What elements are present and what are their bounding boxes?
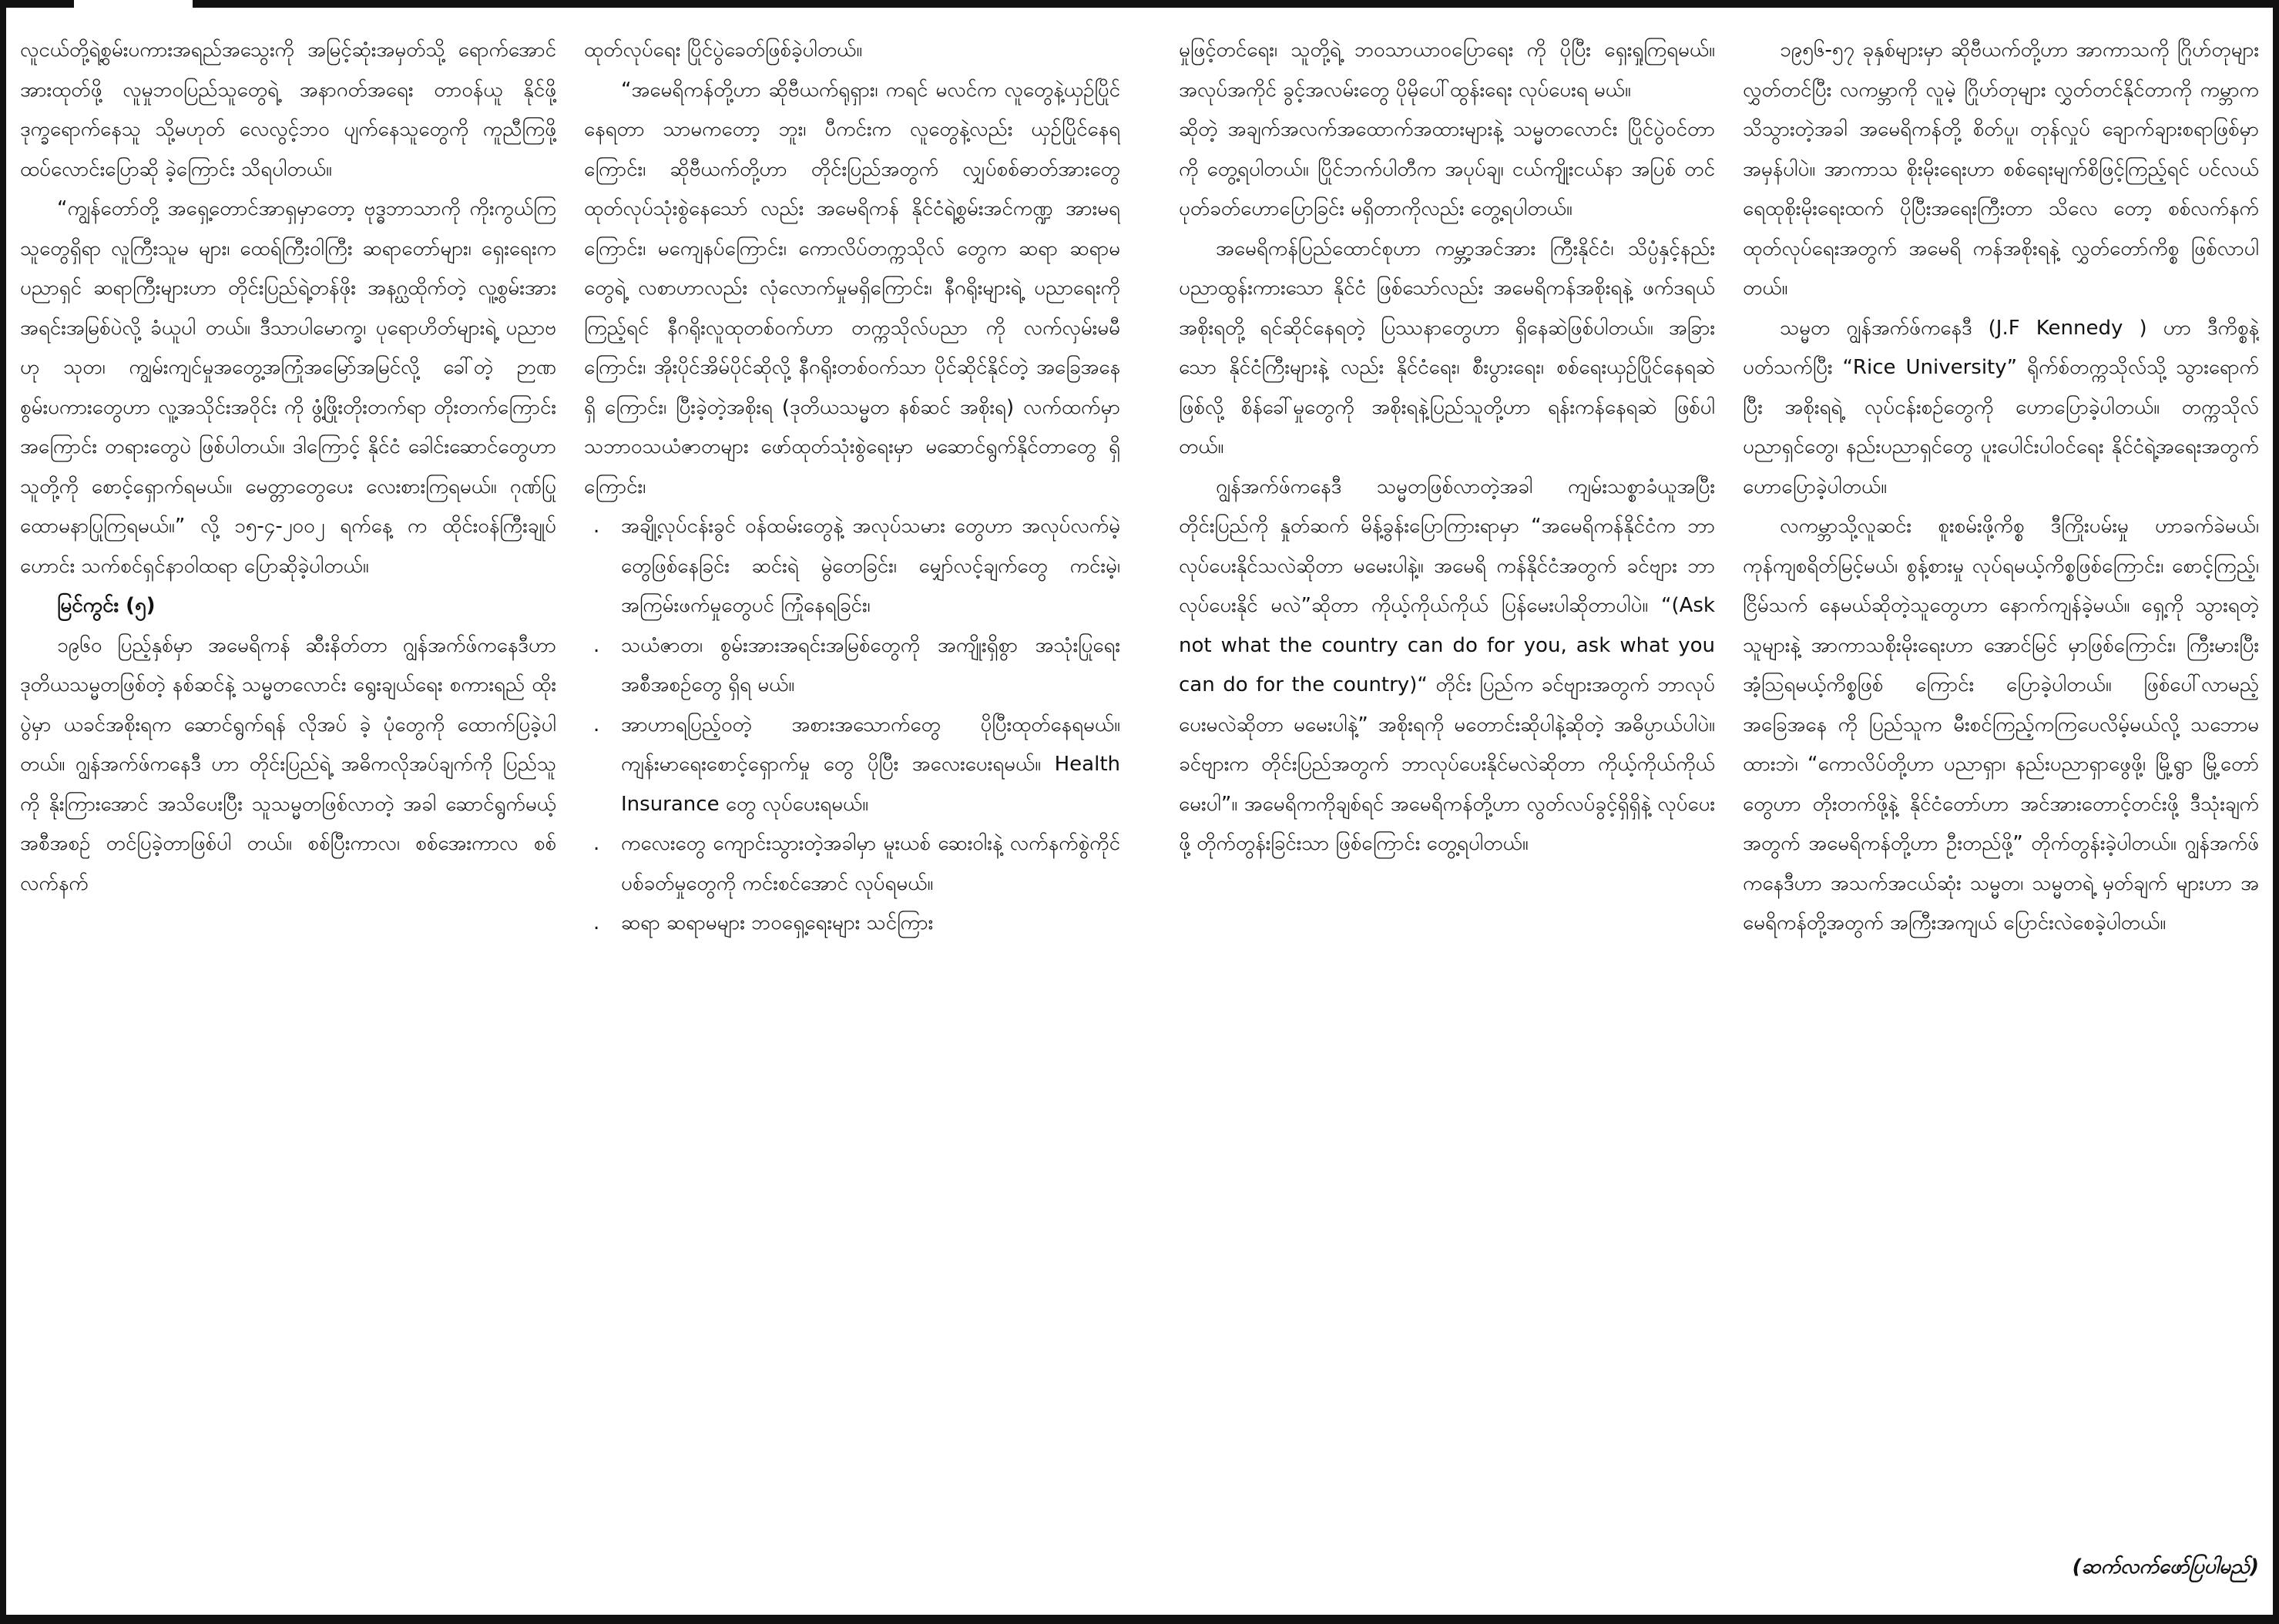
bottom-border [0, 1615, 2279, 1624]
paragraph: ဂျွန်အက်ဖ်ကနေဒီ သမ္မတဖြစ်လာတဲ့အခါ ကျမ်းသစ္စာခံယူအပြီး တိုင်းပြည်ကို နှုတ်ဆက် မိန့်ခွန်းပြောကြားရာမှာ “အမေရိကန်နိုင်ငံက ဘာလုပ်ပေးနိုင်သလဲဆိုတာ မမေးပါနဲ့။ အမေရိ ကန်နိုင်ငံအတွက် ခင်ဗျား ဘာလုပ်ပေးနိုင် မလဲ”ဆိုတာ ကိုယ့်ကိုယ်ကိုယ် ပြန်မေးပါဆိုတာပါပဲ။ “(Ask not what the country can do for you, ask what you can do for the country)“ တိုင်း ပြည်က ခင်ဗျားအတွက် ဘာလုပ်ပေးမလဲဆိုတာ မမေးပါနဲ့” အစိုးရကို မတောင်းဆိုပါနဲ့ဆိုတဲ့ အဓိပ္ပာယ်ပါပဲ။ ခင်ဗျားက တိုင်းပြည်အတွက် ဘာလုပ်ပေးနိုင်မလဲဆိုတာ ကိုယ့်ကိုယ်ကိုယ် မေးပါ”။ အမေရိကကိုချစ်ရင် အမေရိကန်တို့ဟာ လွတ်လပ်ခွင့်ရှိရှိနဲ့ လုပ်ပေးဖို့ တိုက်တွန်းခြင်းသာ ဖြစ်ကြောင်း တွေ့ရပါတယ်။ [1179, 475, 1715, 855]
section-heading: မြင်ကွင်း (၅) [57, 594, 156, 617]
top-border-left [0, 0, 74, 8]
paragraph: “အမေရိကန်တို့ဟာ ဆိုဗီယက်ရုရှား၊ ကရင် မလင်က လူတွေနဲ့ယှဉ်ပြိုင်နေရတာ သာမကတော့ ဘူး၊ ပီကင်းက လူတွေနဲ့လည်း ယှဉ်ပြိုင်နေရ ကြောင်း၊ ဆိုဗီယက်တို့ဟာ တိုင်းပြည်အတွက် လျှပ်စစ်ဓာတ်အားတွေ ထုတ်လုပ်သုံးစွဲနေသော် လည်း အမေရိကန် နိုင်ငံရဲ့စွမ်းအင်ကဏ္ဍ အားမရ ကြောင်း၊ မကျေနပ်ကြောင်း၊ ကောလိပ်တက္ကသိုလ် တွေက ဆရာ ဆရာမတွေရဲ့ လစာဟာလည်း လုံလောက်မှုမရှိကြောင်း၊ နီဂရိုးများရဲ့ ပညာရေးကို ကြည့်ရင် နီဂရိုးလူထုတစ်ဝက်ဟာ တက္ကသိုလ်ပညာ ကို လက်လှမ်းမမီကြောင်း၊ အိုးပိုင်အိမ်ပိုင်ဆိုလို့ နီဂရိုးတစ်ဝက်သာ ပိုင်ဆိုင်နိုင်တဲ့ အခြေအနေရှိ ကြောင်း၊ ပြီးခဲ့တဲ့အစိုးရ (ဒုတိယသမ္မတ နစ်ဆင် အစိုးရ) လက်ထက်မှာ သဘာဝသယံဇာတများ ဖော်ထုတ်သုံးစွဲရေးမှာ မဆောင်ရွက်နိုင်တာတွေ ရှိကြောင်း၊ [584, 78, 1120, 498]
paragraph: အမေရိကန်ပြည်ထောင်စုဟာ ကမ္ဘာ့အင်အား ကြီးနိုင်ငံ၊ သိပ္ပံနှင့်နည်းပညာထွန်းကားသော နိုင်ငံ ဖြစ်သော်လည်း အမေရိကန်အစိုးရနဲ့ ဖက်ဒရယ် အစိုးရတို့ ရင်ဆိုင်နေရတဲ့ ပြဿနာတွေဟာ ရှိနေဆဲဖြစ်ပါတယ်။ အခြားသော နိုင်ငံကြီးများနဲ့ လည်း နိုင်ငံရေး၊ စီးပွားရေး၊ စစ်ရေးယှဉ်ပြိုင်နေရဆဲ ဖြစ်လို့ စိန်ခေါ်မှုတွေကို အစိုးရနဲ့ပြည်သူတို့ဟာ ရန်းကန်နေရဆဲ ဖြစ်ပါတယ်။ [1179, 237, 1715, 458]
paragraph: ၁၉၆၀ ပြည့်နှစ်မှာ အမေရိကန် ဆီးနိတ်တာ ဂျွန်အက်ဖ်ကနေဒီဟာ ဒုတိယသမ္မတဖြစ်တဲ့ နစ်ဆင်နဲ့ သမ္မတလောင်း ရွေးချယ်ရေး စကားရည် ထိုးပွဲမှာ ယခင်အစိုးရက ဆောင်ရွက်ရန် လိုအပ် ခဲ့ ပုံတွေကို ထောက်ပြခဲ့ပါတယ်။ ဂျွန်အက်ဖ်ကနေဒီ ဟာ တိုင်းပြည်ရဲ့ အဓိကလိုအပ်ချက်ကို ပြည်သူကို နိုးကြားအောင် အသိပေးပြီး သူသမ္မတဖြစ်လာတဲ့ အခါ ဆောင်ရွက်မယ့်အစီအစဉ် တင်ပြခဲ့တာဖြစ်ပါ တယ်။ စစ်ပြီးကာလ၊ စစ်အေးကာလ စစ်လက်နက် [20, 633, 556, 895]
paragraph: သမ္မတ ဂျွန်အက်ဖ်ကနေဒီ (J.F Kennedy ) ဟာ ဒီကိစ္စနဲ့ ပတ်သက်ပြီး “Rice University” ရိုက်စ်တက္ကသိုလ်သို့ သွားရောက်ပြီး အစိုးရရဲ့ လုပ်ငန်းစဉ်တွေကို ဟောပြောခဲ့ပါတယ်။ တက္ကသိုလ် ပညာရှင်တွေ၊ နည်းပညာရှင်တွေ ပူးပေါင်းပါဝင်ရေး နိုင်ငံရဲ့အရေးအတွက် ဟောပြောခဲ့ပါတယ်။ [1743, 316, 2259, 498]
bullet-item: . အာဟာရပြည့်ဝတဲ့ အစားအသောက်တွေ ပိုပြီးထုတ်နေရမယ်။ ကျန်းမာရေးစောင့်ရှောက်မှု တွေ ပိုပြီး အလေးပေးရမယ်။ Health Insurance တွေ လုပ်ပေးရမယ်။ [621, 706, 1120, 825]
article-column-2 [584, 31, 1120, 1587]
top-border-right [193, 0, 2279, 8]
paragraph: လကမ္ဘာသို့လူဆင်း စူးစမ်းဖို့ကိစ္စ ဒီကြိုးပမ်းမှု ဟာခက်ခဲမယ်၊ ကုန်ကျစရိတ်မြင့်မယ်၊ စွန့်စားမှု လုပ်ရမယ့်ကိစ္စဖြစ်ကြောင်း၊ စောင့်ကြည့်၊ ငြိမ်သက် နေမယ်ဆိုတဲ့သူတွေဟာ နောက်ကျန်ခဲ့မယ်။ ရှေ့ကို သွားရတဲ့သူများနဲ့ အာကာသစိုးမိုးရေးဟာ အောင်မြင် မှာဖြစ်ကြောင်း၊ ကြီးမားပြီး အံ့ဩရမယ့်ကိစ္စဖြစ် ကြောင်း ပြောခဲ့ပါတယ်။ ဖြစ်ပေါ်လာမည့်အခြေအနေ ကို ပြည်သူက မီးစင်ကြည့်ကကြပေလိမ့်မယ်လို့ သဘောမထားဘဲ၊ “ကောလိပ်တို့ဟာ ပညာရှာ၊ နည်းပညာရှာဖွေဖို့၊ မြို့ရွာ မြို့တော်တွေဟာ တိုးတက်ဖို့နဲ့ နိုင်ငံတော်ဟာ အင်အားတောင့်တင်းဖို့ ဒီသုံးချက်အတွက် အမေရိကန်တို့ဟာ ဦးတည်ဖို့” တိုက်တွန်းခဲ့ပါတယ်။ ဂျွန်အက်ဖ် ကနေဒီဟာ အသက်အငယ်ဆုံး သမ္မတ၊ သမ္မတရဲ့ မှတ်ချက် များဟာ အမေရိကန်တို့အတွက် အကြီးအကျယ် ပြောင်းလဲစေခဲ့ပါတယ်။ [1743, 515, 2259, 934]
bullet-item: . သယံဇာတ၊ စွမ်းအားအရင်းအမြစ်တွေကို အကျိုးရှိစွာ အသုံးပြုရေးအစီအစဉ်တွေ ရှိရ မယ်။ [621, 626, 1120, 706]
paragraph: လူငယ်တို့ရဲ့စွမ်းပကားအရည်အသွေးကို အမြင့်ဆုံးအမှတ်သို့ ရောက်အောင်အားထုတ်ဖို့ လူမှုဘဝပြည်သူတွေရဲ့ အနာဂတ်အရေး တာဝန်ယူ နိုင်ဖို့ ဒုက္ခရောက်နေသူ သို့မဟုတ် လေလွင့်ဘဝ ပျက်နေသူတွေကို ကူညီကြဖို့ ထပ်လောင်းပြောဆို ခဲ့ကြောင်း သိရပါတယ်။ [20, 39, 556, 181]
bullet-item: . ကလေးတွေ ကျောင်းသွားတဲ့အခါမှာ မူးယစ် ဆေးဝါးနဲ့ လက်နက်စွဲကိုင် ပစ်ခတ်မှုတွေကို ကင်းစင်အောင် လုပ်ရမယ်။ [621, 824, 1120, 904]
article-column-3 [1179, 31, 1715, 1587]
bullet-list [584, 507, 1120, 944]
article-column-4 [1743, 31, 2259, 1587]
paragraph: ဆိုတဲ့ အချက်အလက်အထောက်အထားများနဲ့ သမ္မတလောင်း ပြိုင်ပွဲဝင်တာကို တွေ့ရပါတယ်။ ပြိုင်ဘက်ပါတီက အပုပ်ချ၊ ငယ်ကျိုးငယ်နာ အပြစ် တင် ပုတ်ခတ်ဟောပြောခြင်း မရှိတာကိုလည်း တွေ့ရပါတယ်။ [1179, 118, 1715, 220]
bullet-item: . အချို့လုပ်ငန်းခွင် ဝန်ထမ်းတွေနဲ့ အလုပ်သမား တွေဟာ အလုပ်လက်မဲ့တွေဖြစ်နေခြင်း ဆင်းရဲ မွဲတေခြင်း၊ မျှော်လင့်ချက်တွေ ကင်းမဲ့၊ အကြမ်းဖက်မှုတွေပင် ကြုံနေရခြင်း၊ [621, 507, 1120, 626]
left-border [0, 0, 6, 1624]
paragraph: “ကျွန်တော်တို့ အရှေ့တောင်အာရှမှာတော့ ဗုဒ္ဓဘာသာကို ကိုးကွယ်ကြသူတွေရှိရာ လူကြီးသူမ များ၊ ထေရ်ကြီးဝါကြီး ဆရာတော်များ၊ ရှေးရေးက ပညာရှင် ဆရာကြီးများဟာ တိုင်းပြည်ရဲ့တန်ဖိုး အနဂ္ဃထိုက်တဲ့ လူ့စွမ်းအားအရင်းအမြစ်ပဲလို့ ခံယူပါ တယ်။ ဒီသာပါမောက္ခ၊ ပုရောဟိတ်များရဲ့ ပညာဗဟု သုတ၊ ကျွမ်းကျင်မှုအတွေ့အကြုံအမြော်အမြင်လို့ ခေါ်တဲ့ ဉာဏစွမ်းပကားတွေဟာ လူ့အသိုင်းအဝိုင်း ကို ဖွံ့ဖြိုးတိုးတက်ရာ တိုးတက်ကြောင်း အကြောင်း တရားတွေပဲ ဖြစ်ပါတယ်။ ဒါကြောင့် နိုင်ငံ ခေါင်းဆောင်တွေဟာ သူတို့ကို စောင့်ရှောက်ရမယ်။ မေတ္တာတွေပေး လေးစားကြရမယ်။ ဂုဏ်ပြု ထောမနာပြုကြရမယ်။” လို့ ၁၅-၄-၂၀၀၂ ရက်နေ့ က ထိုင်းဝန်ကြီးချုပ်ဟောင်း သက်စင်ရှင်နာဝါထရာ ပြောဆိုခဲ့ပါတယ်။ [20, 197, 556, 578]
paragraph: ၁၉၅၆-၅၇ ခုနှစ်များမှာ ဆိုဗီယက်တို့ဟာ အာကာသကို ဂြိုဟ်တုများ လွှတ်တင်ပြီး လကမ္ဘာကို လူမဲ့ ဂြိုဟ်တုများ လွှတ်တင်နိုင်တာကို ကမ္ဘာက သိသွားတဲ့အခါ အမေရိကန်တို့ စိတ်ပူ၊ တုန်လှုပ် ချောက်ချားစရာဖြစ်မှာ အမှန်ပါပဲ။ အာကာသ စိုးမိုးရေးဟာ စစ်ရေးမျက်စိဖြင့်ကြည့်ရင် ပင်လယ် ရေထုစိုးမိုးရေးထက် ပိုပြီးအရေးကြီးတာ သိလေ တော့ စစ်လက်နက်ထုတ်လုပ်ရေးအတွက် အမေရိ ကန်အစိုးရနဲ့ လွှတ်တော်ကိစ္စ ဖြစ်လာပါတယ်။ [1743, 39, 2259, 300]
paragraph: မှုဖြင့်တင်ရေး၊ သူတို့ရဲ့ ဘဝသာယာဝပြောရေး ကို ပိုပြီး ရှေးရှုကြရမယ်။ အလုပ်အကိုင် ခွင့်အလမ်းတွေ ပိုမိုပေါ်ထွန်းရေး လုပ်ပေးရ မယ်။ [1179, 39, 1715, 102]
right-border [2273, 0, 2279, 1624]
to-be-continued-note: (ဆက်လက်ဖော်ပြပါမည်) [2072, 1555, 2259, 1579]
paragraph: ထုတ်လုပ်ရေး ပြိုင်ပွဲခေတ်ဖြစ်ခဲ့ပါတယ်။ [584, 39, 863, 62]
bullet-item: . ဆရာ ဆရာမများ ဘဝရှေ့ရေးများ သင်ကြား [621, 904, 1120, 944]
article-column-1 [20, 31, 556, 1587]
